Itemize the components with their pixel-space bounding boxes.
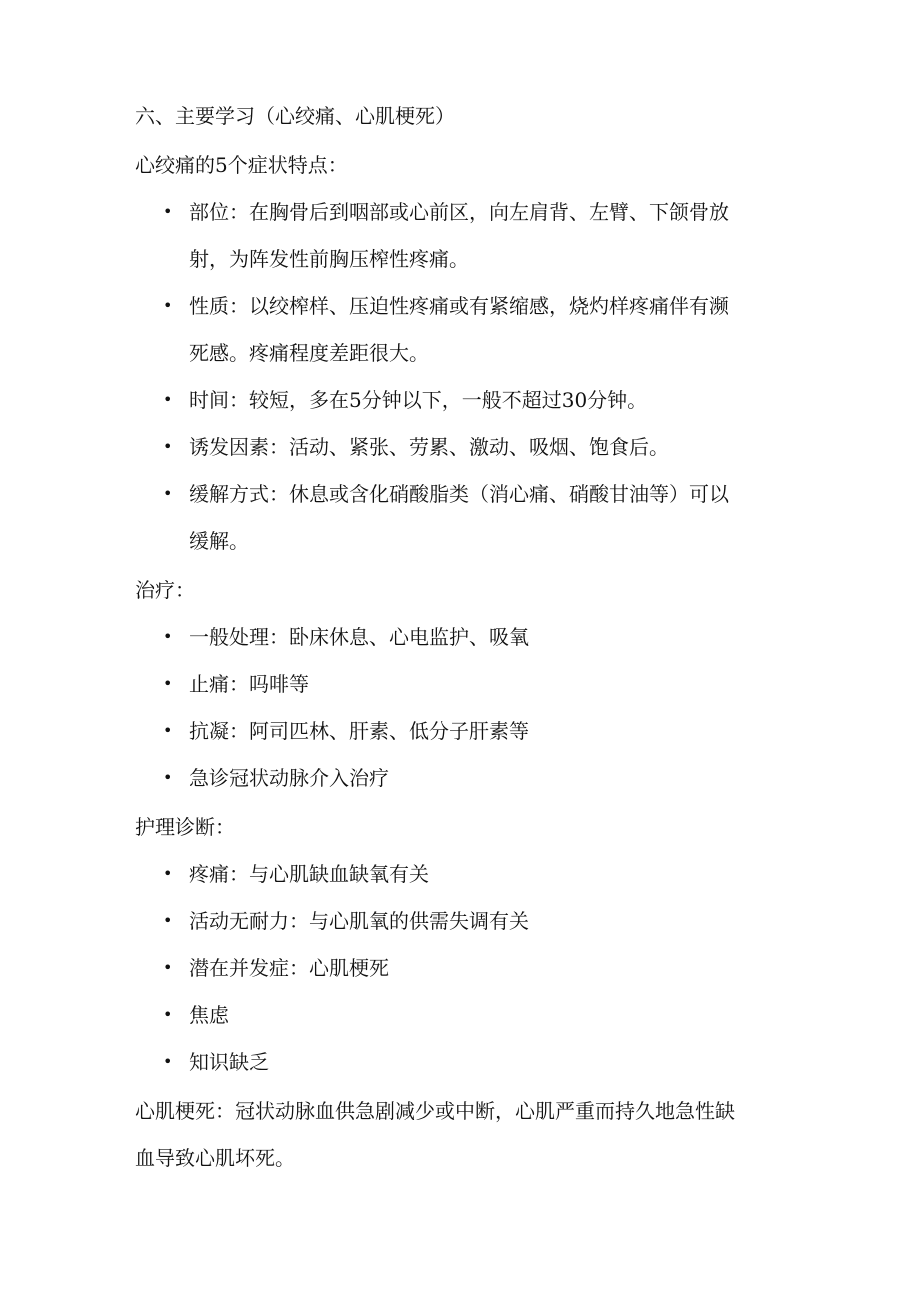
bullet-icon: • — [163, 911, 173, 930]
angina-item-relief-cont: 缓解。 — [189, 529, 249, 553]
nursing-item-pain: 疼痛：与心肌缺血缺氧有关 — [189, 862, 429, 886]
angina-item-nature-cont: 死感。疼痛程度差距很大。 — [189, 341, 429, 365]
angina-heading: 心绞痛的5个症状特点： — [135, 153, 348, 177]
angina-item-triggers: 诱发因素：活动、紧张、劳累、激动、吸烟、饱食后。 — [189, 435, 669, 459]
treatment-item-anticoagulation: 抗凝：阿司匹林、肝素、低分子肝素等 — [189, 719, 529, 743]
angina-item-time: 时间：较短，多在5分钟以下，一般不超过30分钟。 — [189, 388, 648, 412]
nursing-heading: 护理诊断： — [135, 815, 235, 839]
angina-item-relief: 缓解方式：休息或含化硝酸脂类（消心痛、硝酸甘油等）可以 — [189, 482, 729, 506]
nursing-item-activity-intolerance: 活动无耐力：与心肌氧的供需失调有关 — [189, 909, 529, 933]
nursing-item-knowledge-deficit: 知识缺乏 — [189, 1050, 269, 1074]
mi-definition-line2: 血导致心肌坏死。 — [135, 1146, 295, 1170]
mi-definition-line1: 心肌梗死：冠状动脉血供急剧减少或中断，心肌严重而持久地急性缺 — [135, 1099, 735, 1123]
bullet-icon: • — [163, 864, 173, 883]
treatment-item-pci: 急诊冠状动脉介入治疗 — [189, 766, 389, 790]
bullet-icon: • — [163, 1005, 173, 1024]
bullet-icon: • — [163, 1052, 173, 1071]
bullet-icon: • — [163, 958, 173, 977]
bullet-icon: • — [163, 484, 173, 503]
treatment-item-general: 一般处理：卧床休息、心电监护、吸氧 — [189, 625, 529, 649]
section-title: 六、主要学习（心绞痛、心肌梗死） — [135, 104, 455, 128]
treatment-heading: 治疗： — [135, 578, 195, 602]
bullet-icon: • — [163, 674, 173, 693]
bullet-icon: • — [163, 768, 173, 787]
bullet-icon: • — [163, 721, 173, 740]
nursing-item-complication: 潜在并发症：心肌梗死 — [189, 956, 389, 980]
treatment-item-analgesia: 止痛：吗啡等 — [189, 672, 309, 696]
bullet-icon: • — [163, 437, 173, 456]
angina-item-location-cont: 射，为阵发性前胸压榨性疼痛。 — [189, 247, 469, 271]
angina-item-location: 部位：在胸骨后到咽部或心前区，向左肩背、左臂、下颌骨放 — [189, 200, 729, 224]
nursing-item-anxiety: 焦虑 — [189, 1003, 229, 1027]
bullet-icon: • — [163, 390, 173, 409]
bullet-icon: • — [163, 202, 173, 221]
bullet-icon: • — [163, 627, 173, 646]
bullet-icon: • — [163, 296, 173, 315]
angina-item-nature: 性质：以绞榨样、压迫性疼痛或有紧缩感，烧灼样疼痛伴有濒 — [189, 294, 729, 318]
